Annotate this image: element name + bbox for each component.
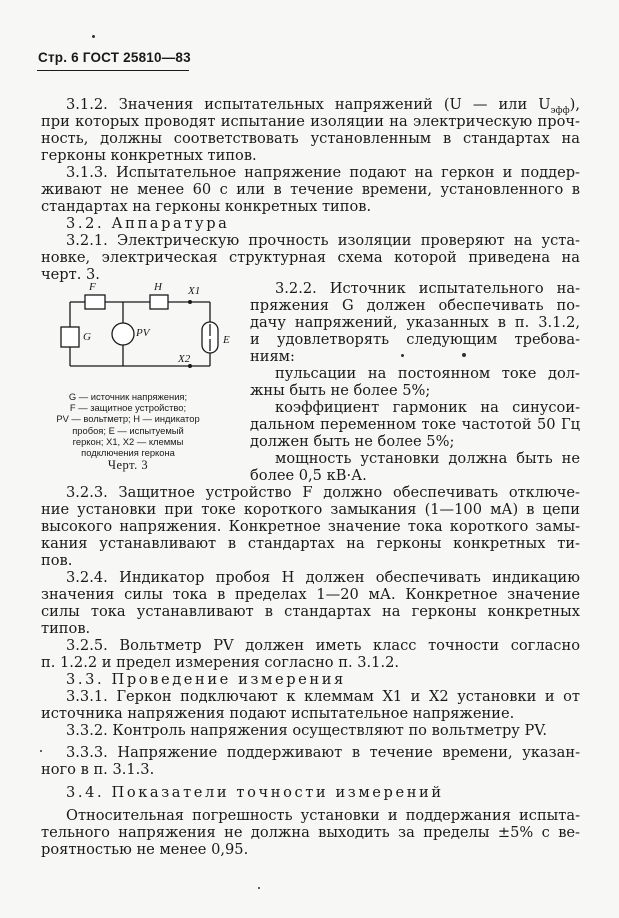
- text-line-3-3-3: 3.3.3. Напряжение поддерживают в течение времени, указан-: [66, 744, 580, 761]
- text-line: новке, электрическая структурная схема которой приведена на: [41, 249, 580, 266]
- caption-line: F — защитное устройство;: [69, 402, 187, 414]
- text-line: кания устанавливают в стандартах на герконы конкретных ти-: [41, 535, 580, 552]
- text-line-3-1-2: 3.1.2. Значения испытательных напряжений (U — или $U_{эфф}$),: [66, 96, 580, 116]
- page-header: Стр. 6 ГОСТ 25810—83: [38, 50, 191, 65]
- figure-caption: [40, 391, 216, 458]
- text-line-3-2-5: 3.2.5. Вольтметр PV должен иметь класс точности согласно: [66, 637, 580, 654]
- speck: [258, 887, 260, 889]
- figure-number: Черт. 3: [107, 458, 149, 472]
- text-line: более 0,5 кВ·А.: [250, 467, 367, 484]
- text-line: коэффициент гармоник на синусои-: [275, 399, 580, 416]
- text-line: ние установки при токе короткого замыкания (1—100 мА) в цепи: [41, 501, 580, 518]
- caption-line: G — источник напряжения;: [68, 391, 188, 402]
- text-line-3-2-1: 3.2.1. Электрическую прочность изоляции проверяют на уста-: [66, 232, 580, 249]
- caption-line: геркон; X1, X2 — клеммы: [72, 435, 184, 447]
- speck: [462, 353, 466, 357]
- caption-line: PV — вольтметр; H — индикатор: [56, 413, 200, 425]
- speck: [92, 35, 95, 38]
- text-line-3-1-3: 3.1.3. Испытательное напряжение подают на геркон и поддер-: [66, 164, 580, 181]
- text-line: значения силы тока в пределах 1—20 мА. Конкретное значение: [41, 586, 580, 603]
- text-line: п. 1.2.2 и предел измерения согласно п. 3.1.2.: [41, 654, 400, 671]
- label-E: E: [223, 334, 230, 346]
- text-line: роятностью не менее 0,95.: [41, 841, 249, 858]
- speck: [401, 354, 404, 357]
- text-line: герконы конкретных типов.: [41, 147, 257, 164]
- section-heading-3-2: 3.2. Аппаратура: [66, 215, 230, 232]
- text-line: должен быть не более 5%;: [250, 433, 455, 450]
- voltmeter-PV-circle: [112, 323, 134, 345]
- text-line: источника напряжения подают испытательное напряжение.: [41, 705, 515, 722]
- text-line: ность, должны соответствовать установленным в стандартах на: [41, 130, 580, 147]
- caption-line: подключения геркона: [81, 447, 175, 459]
- label-X2: X2: [178, 353, 191, 365]
- label-PV: PV: [136, 327, 150, 339]
- speck: [40, 750, 42, 752]
- text-line: мощность установки должна быть не: [275, 450, 580, 467]
- label-F: F: [89, 281, 96, 293]
- header-rule: [37, 70, 189, 71]
- text-line: пов.: [41, 552, 73, 569]
- label-H: H: [154, 281, 162, 293]
- text-line: дальном переменном токе частотой 50 Гц: [250, 416, 580, 433]
- text-line: Относительная погрешность установки и поддержания испыта-: [66, 807, 580, 824]
- text-line-3-2-4: 3.2.4. Индикатор пробоя H должен обеспечивать индикацию: [66, 569, 580, 586]
- section-heading-3-4: 3.4. Показатели точности измерений: [66, 784, 444, 801]
- section-heading-3-3: 3.3. Проведение измерения: [66, 671, 346, 688]
- text-line: при которых проводят испытание изоляции на электрическую проч-: [41, 113, 580, 130]
- text-line: тельного напряжения не должна выходить за пределы ±5% с ве-: [41, 824, 580, 841]
- text-line: дачу напряжений, указанных в п. 3.1.2,: [250, 314, 580, 331]
- caption-line: пробоя; E — испытуемый: [72, 424, 184, 436]
- text-line: живают не менее 60 с или в течение времени, установленного в: [41, 181, 580, 198]
- text-line: высокого напряжения. Конкретное значение тока короткого замы-: [41, 518, 580, 535]
- label-X1: X1: [188, 285, 201, 297]
- text-line-3-3-1: 3.3.1. Геркон подключают к клеммам X1 и X2 установки и от: [66, 688, 580, 705]
- text-line: и удовлетворять следующим требова-: [250, 331, 580, 348]
- text-line: силы тока устанавливают в стандартах на герконы конкретных: [41, 603, 580, 620]
- text-line-3-2-2: 3.2.2. Источник испытательного на-: [275, 280, 580, 297]
- label-G: G: [83, 331, 91, 343]
- text-line: типов.: [41, 620, 91, 637]
- text-line: ниям:: [250, 348, 295, 365]
- text-line-3-2-3: 3.2.3. Защитное устройство F должно обеспечивать отключе-: [66, 484, 580, 501]
- schematic-diagram: [40, 280, 240, 386]
- text-line: черт. 3.: [41, 266, 100, 283]
- terminal-x1: [188, 300, 192, 304]
- text-line: жны быть не более 5%;: [250, 382, 431, 399]
- source-G-box: [61, 327, 79, 347]
- fuse-F-box: [85, 295, 105, 309]
- text-line: пульсации на постоянном токе дол-: [275, 365, 580, 382]
- text-line: пряжения G должен обеспечивать по-: [250, 297, 580, 314]
- text-line: ного в п. 3.1.3.: [41, 761, 155, 778]
- indicator-H-box: [150, 295, 168, 309]
- text-line-3-3-2: 3.3.2. Контроль напряжения осуществляют по вольтметру PV.: [66, 722, 547, 739]
- text-line: стандартах на герконы конкретных типов.: [41, 198, 372, 215]
